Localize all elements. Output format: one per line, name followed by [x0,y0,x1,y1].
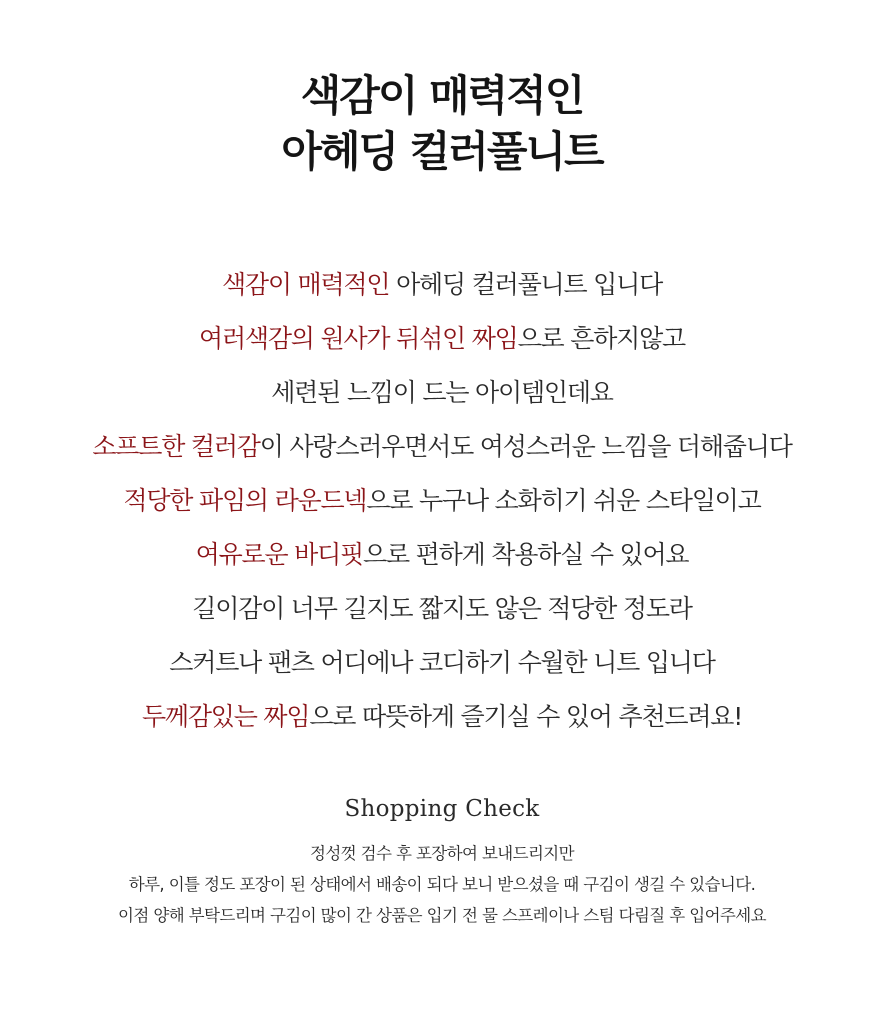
description-line-4 [0,420,884,474]
product-title [0,68,884,180]
plain-text: 으로 누구나 소화히기 쉬운 스타일이고 [366,486,761,515]
highlight-text: 여러색감의 원사가 뒤섞인 짜임 [199,324,518,353]
description-line-1 [0,258,884,312]
notice-line-1: 정성껏 검수 후 포장하여 보내드리지만 [309,844,574,863]
description-line-8: 스커트나 팬츠 어디에나 코디하기 수월한 니트 입니다 [169,648,715,677]
notice-line-3: 이점 양해 부탁드리며 구김이 많이 간 상품은 입기 전 물 스프레이나 스팀 다림질 후 입어주세요 [118,906,766,925]
plain-text: 이 사랑스러우면서도 여성스러운 느낌을 더해줍니다 [259,432,792,461]
description-line-9 [0,690,884,744]
highlight-text: 적당한 파임의 라운드넥 [123,486,367,515]
plain-text: 으로 따뜻하게 즐기실 수 있어 추천드려요! [309,702,743,731]
title-line-2: 아헤딩 컬러풀니트 [281,127,603,176]
description-line-3: 세련된 느낌이 드는 아이템인데요 [271,378,613,407]
highlight-text: 두께감있는 짜임 [141,702,310,731]
plain-text: 아헤딩 컬러풀니트 입니다 [389,270,663,299]
plain-text: 으로 흔하지않고 [517,324,685,353]
shopping-check-notice [0,838,884,931]
description-line-2 [0,312,884,366]
notice-line-2: 하루, 이틀 정도 포장이 된 상태에서 배송이 되다 보니 받으셨을 때 구김이 생길 수 있습니다. [128,875,756,894]
highlight-text: 소프트한 컬러감 [92,432,260,461]
description-line-5 [0,474,884,528]
product-description [0,258,884,744]
highlight-text: 색감이 매력적인 [221,270,390,299]
title-line-1: 색감이 매력적인 [300,71,584,120]
description-line-6 [0,528,884,582]
shopping-check-heading: Shopping Check [344,796,540,822]
description-line-7: 길이감이 너무 길지도 짧지도 않은 적당한 정도라 [192,594,692,623]
highlight-text: 여유로운 바디핏 [195,540,364,569]
plain-text: 으로 편하게 착용하실 수 있어요 [363,540,689,569]
